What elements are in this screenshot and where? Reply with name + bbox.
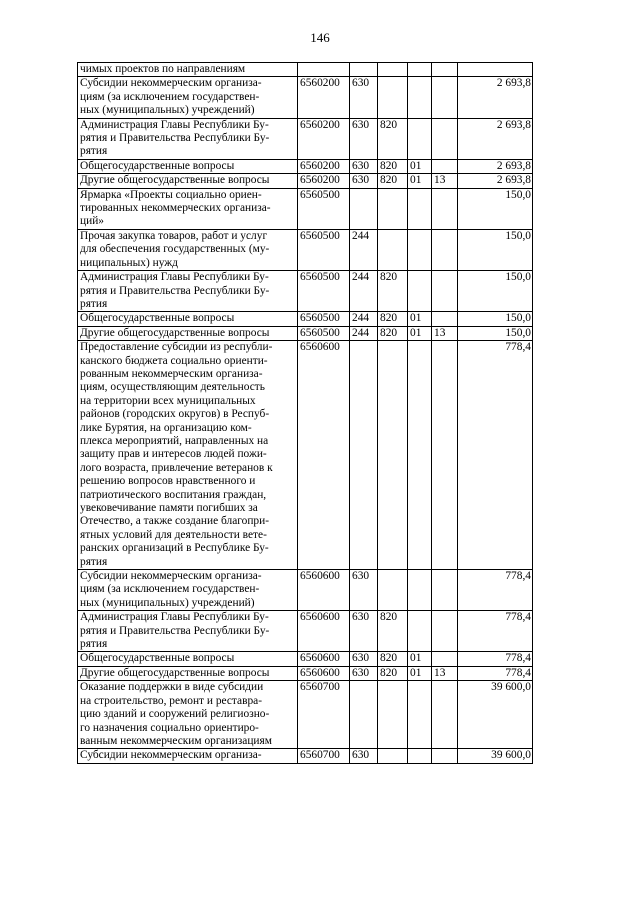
table-row — [78, 326, 533, 340]
table-row — [78, 312, 533, 326]
subsection-cell — [432, 77, 458, 118]
section-cell — [408, 77, 432, 118]
table-row — [78, 63, 533, 77]
table-row — [78, 341, 533, 570]
subsection-cell — [432, 118, 458, 159]
expense-type-cell: 244 — [350, 326, 378, 340]
target-article-cell: 6560200 — [298, 159, 350, 173]
target-article-cell: 6560500 — [298, 188, 350, 229]
item-name-cell: Другие общегосударственные вопросы — [78, 326, 298, 340]
section-cell — [408, 118, 432, 159]
target-article-cell: 6560600 — [298, 341, 350, 570]
section-cell — [408, 341, 432, 570]
section-cell: 01 — [408, 312, 432, 326]
subsection-cell — [432, 159, 458, 173]
subsection-cell — [432, 188, 458, 229]
target-article-cell — [298, 63, 350, 77]
item-name-cell: Ярмарка «Проекты социально ориен- тированных некоммерческих организа- ций» — [78, 188, 298, 229]
amount-cell: 150,0 — [458, 271, 533, 312]
amount-cell: 778,4 — [458, 666, 533, 680]
subsection-cell — [432, 570, 458, 611]
expense-type-cell: 630 — [350, 666, 378, 680]
table-row — [78, 77, 533, 118]
section-cell — [408, 681, 432, 749]
administrator-code-cell — [378, 63, 408, 77]
subsection-cell — [432, 312, 458, 326]
section-cell — [408, 749, 432, 763]
subsection-cell: 13 — [432, 666, 458, 680]
table-row — [78, 159, 533, 173]
item-name-cell: Субсидии некоммерческим организа- циям (за исключением государствен- ных (муниципальных) учреждений) — [78, 77, 298, 118]
table-row — [78, 611, 533, 652]
item-name-cell: Предоставление субсидии из республи- канского бюджета социально ориенти- рованным некоммерческим организа- циям, осуществляющим деятельность на территории всех муниципальных районов (городских округов) в Респуб- лике Бурятия, на организацию ком- плекса мероприятий, направленных на защиту прав и интересов людей пожи- лого возраста, привлечение ветеранов к решению вопросов нравственного и патриотического воспитания граждан, увековечивание памяти погибших за Отечество, а также создание благопри- ятных условий для деятельности вете- ранских организаций в Республике Бу- рятия — [78, 341, 298, 570]
subsection-cell: 13 — [432, 174, 458, 188]
target-article-cell: 6560600 — [298, 666, 350, 680]
amount-cell: 2 693,8 — [458, 77, 533, 118]
table-row — [78, 666, 533, 680]
administrator-code-cell — [378, 681, 408, 749]
target-article-cell: 6560700 — [298, 749, 350, 763]
subsection-cell: 13 — [432, 326, 458, 340]
table-row — [78, 570, 533, 611]
item-name-cell: Общегосударственные вопросы — [78, 652, 298, 666]
table-row — [78, 271, 533, 312]
amount-cell: 2 693,8 — [458, 159, 533, 173]
administrator-code-cell — [378, 77, 408, 118]
section-cell: 01 — [408, 174, 432, 188]
target-article-cell: 6560500 — [298, 229, 350, 270]
target-article-cell: 6560200 — [298, 77, 350, 118]
subsection-cell — [432, 749, 458, 763]
expense-type-cell: 630 — [350, 174, 378, 188]
table-row — [78, 749, 533, 763]
target-article-cell: 6560700 — [298, 681, 350, 749]
administrator-code-cell — [378, 749, 408, 763]
section-cell: 01 — [408, 666, 432, 680]
expense-type-cell: 630 — [350, 652, 378, 666]
amount-cell: 150,0 — [458, 229, 533, 270]
target-article-cell: 6560500 — [298, 271, 350, 312]
item-name-cell: Другие общегосударственные вопросы — [78, 174, 298, 188]
expense-type-cell — [350, 681, 378, 749]
section-cell — [408, 188, 432, 229]
item-name-cell: Администрация Главы Республики Бу- рятия и Правительства Республики Бу- рятия — [78, 271, 298, 312]
table-row — [78, 681, 533, 749]
administrator-code-cell: 820 — [378, 312, 408, 326]
administrator-code-cell — [378, 229, 408, 270]
item-name-cell: чимых проектов по направлениям — [78, 63, 298, 77]
target-article-cell: 6560500 — [298, 326, 350, 340]
expense-type-cell: 630 — [350, 77, 378, 118]
amount-cell: 778,4 — [458, 652, 533, 666]
amount-cell: 150,0 — [458, 188, 533, 229]
item-name-cell: Субсидии некоммерческим организа- циям (за исключением государствен- ных (муниципальных) учреждений) — [78, 570, 298, 611]
section-cell: 01 — [408, 159, 432, 173]
expense-type-cell: 244 — [350, 312, 378, 326]
administrator-code-cell: 820 — [378, 326, 408, 340]
table-row — [78, 118, 533, 159]
subsection-cell — [432, 271, 458, 312]
section-cell — [408, 229, 432, 270]
subsection-cell — [432, 341, 458, 570]
section-cell — [408, 570, 432, 611]
budget-table — [77, 62, 533, 764]
item-name-cell: Субсидии некоммерческим организа- — [78, 749, 298, 763]
table-row — [78, 652, 533, 666]
administrator-code-cell: 820 — [378, 174, 408, 188]
subsection-cell — [432, 611, 458, 652]
section-cell — [408, 271, 432, 312]
item-name-cell: Оказание поддержки в виде субсидии на строительство, ремонт и реставра- цию зданий и сооружений религиозно- го назначения социально ориентиро- ванным некоммерческим организациям — [78, 681, 298, 749]
section-cell: 01 — [408, 326, 432, 340]
item-name-cell: Общегосударственные вопросы — [78, 159, 298, 173]
amount-cell: 150,0 — [458, 326, 533, 340]
amount-cell: 39 600,0 — [458, 749, 533, 763]
section-cell — [408, 611, 432, 652]
administrator-code-cell — [378, 188, 408, 229]
subsection-cell — [432, 681, 458, 749]
amount-cell: 2 693,8 — [458, 118, 533, 159]
administrator-code-cell: 820 — [378, 271, 408, 312]
table-body — [78, 63, 533, 764]
administrator-code-cell — [378, 570, 408, 611]
section-cell — [408, 63, 432, 77]
expense-type-cell: 630 — [350, 611, 378, 652]
expense-type-cell: 244 — [350, 229, 378, 270]
amount-cell: 2 693,8 — [458, 174, 533, 188]
administrator-code-cell: 820 — [378, 652, 408, 666]
expense-type-cell: 244 — [350, 271, 378, 312]
administrator-code-cell: 820 — [378, 666, 408, 680]
amount-cell: 778,4 — [458, 570, 533, 611]
amount-cell: 778,4 — [458, 611, 533, 652]
expense-type-cell: 630 — [350, 570, 378, 611]
target-article-cell: 6560600 — [298, 611, 350, 652]
administrator-code-cell: 820 — [378, 611, 408, 652]
expense-type-cell: 630 — [350, 118, 378, 159]
expense-type-cell: 630 — [350, 749, 378, 763]
table-row — [78, 229, 533, 270]
expense-type-cell — [350, 341, 378, 570]
subsection-cell — [432, 652, 458, 666]
item-name-cell: Другие общегосударственные вопросы — [78, 666, 298, 680]
item-name-cell: Прочая закупка товаров, работ и услуг для обеспечения государственных (му- ниципальных) нужд — [78, 229, 298, 270]
table-row — [78, 188, 533, 229]
item-name-cell: Администрация Главы Республики Бу- рятия и Правительства Республики Бу- рятия — [78, 118, 298, 159]
administrator-code-cell — [378, 341, 408, 570]
amount-cell: 39 600,0 — [458, 681, 533, 749]
target-article-cell: 6560600 — [298, 652, 350, 666]
subsection-cell — [432, 63, 458, 77]
section-cell: 01 — [408, 652, 432, 666]
target-article-cell: 6560200 — [298, 118, 350, 159]
expense-type-cell — [350, 63, 378, 77]
administrator-code-cell: 820 — [378, 159, 408, 173]
amount-cell — [458, 63, 533, 77]
target-article-cell: 6560200 — [298, 174, 350, 188]
target-article-cell: 6560500 — [298, 312, 350, 326]
item-name-cell: Администрация Главы Республики Бу- рятия и Правительства Республики Бу- рятия — [78, 611, 298, 652]
administrator-code-cell: 820 — [378, 118, 408, 159]
target-article-cell: 6560600 — [298, 570, 350, 611]
amount-cell: 778,4 — [458, 341, 533, 570]
page-number: 146 — [310, 30, 330, 45]
amount-cell: 150,0 — [458, 312, 533, 326]
item-name-cell: Общегосударственные вопросы — [78, 312, 298, 326]
subsection-cell — [432, 229, 458, 270]
expense-type-cell — [350, 188, 378, 229]
expense-type-cell: 630 — [350, 159, 378, 173]
table-row — [78, 174, 533, 188]
